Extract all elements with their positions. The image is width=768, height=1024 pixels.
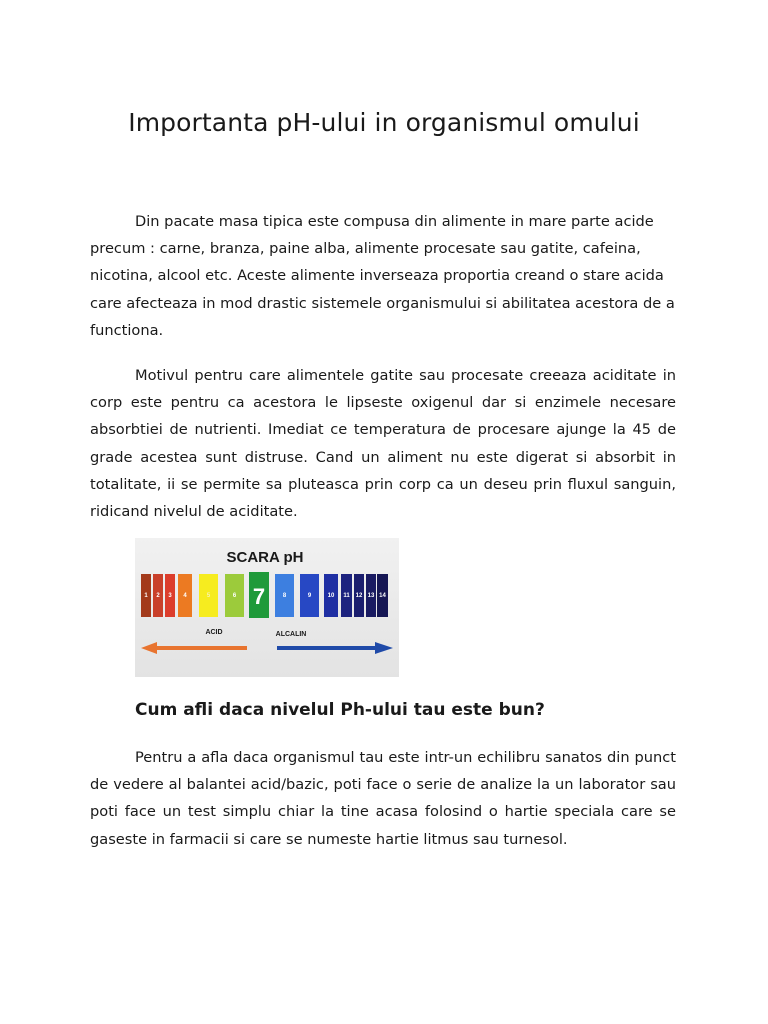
document-title: Importanta pH-ului in organismul omului [128,108,640,137]
paragraph-processed-foods: Motivul pentru care alimentele gatite sau procesate creeaza aciditate in corp este pentru ca acestora le lipseste oxigenul dar si enzimele necesare absorbtiei de nutrienti. Imediat ce temperatura de procesare ajunge la 45 de grade acestea sunt distruse. Cand un aliment nu este digerat si absorbit in totalitate, ii se permite sa pluteasca prin corp ca un deseu prin fluxul sanguin, ridicand nivelul de aciditate. [90,367,676,521]
section-heading: Cum afli daca nivelul Ph-ului tau este bun? [135,700,545,720]
ph-bar-label-8: 8 [282,593,287,599]
ph-bar-label-14: 14 [379,593,386,599]
ph-bar-label-5: 5 [206,593,211,599]
paragraph-litmus-test: Pentru a afla daca organismul tau este intr-un echilibru sanatos din punct de vedere al balantei acid/bazic, poti face o serie de analize la un laborator sau poti face un test simplu chiar la tine acasa folosind o hartie speciala care se gaseste in farmacii si care se numeste hartie litmus sau turnesol. [90,749,676,848]
ph-bar-label-12: 12 [355,593,363,599]
alkaline-arrow [277,642,393,654]
ph-scale-title: SCARA pH [226,549,304,566]
ph-bar-label-11: 11 [343,593,350,599]
ph-bar-label-6: 6 [232,593,237,599]
ph-bar-label-1: 1 [144,593,148,599]
ph-bar-label-7: 7 [252,584,266,609]
paragraph-acid-foods: Din pacate masa tipica este compusa din alimente in mare parte acide precum : carne, branza, paine alba, alimente procesate sau gatite, cafeina, nicotina, alcool etc. Aceste alimente inverseaza proportia creand o stare acida care afecteaza in mod drastic sistemele organismului si abilitatea acestora de a functiona. [90,213,675,339]
acid-arrow [141,642,247,654]
ph-bar-label-10: 10 [327,593,335,599]
ph-bar-label-9: 9 [307,593,312,599]
ph-bar-label-4: 4 [183,593,187,599]
ph-level-bars [141,572,388,618]
alkaline-label: ALCALIN [275,631,307,638]
ph-bar-label-3: 3 [168,593,172,599]
ph-scale-image [135,538,399,677]
ph-bar-label-13: 13 [367,593,375,599]
acid-label: ACID [205,629,223,636]
ph-bar-label-2: 2 [156,593,160,599]
ph-scale-graphic [135,538,399,677]
